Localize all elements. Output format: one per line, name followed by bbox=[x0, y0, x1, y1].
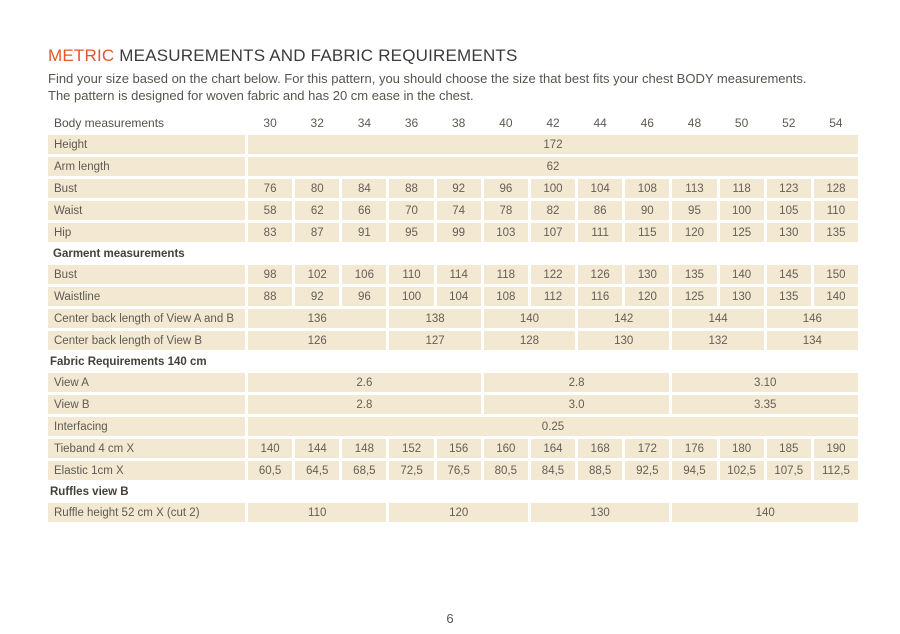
row-label: Height bbox=[48, 135, 245, 154]
table-cell: 130 bbox=[531, 503, 669, 522]
table-cell: 118 bbox=[484, 265, 528, 284]
table-cell: 130 bbox=[578, 331, 669, 350]
table-cell: 3.10 bbox=[672, 373, 858, 392]
table-row bbox=[48, 223, 858, 242]
row-label: View B bbox=[48, 395, 245, 414]
table-cell: 110 bbox=[389, 265, 433, 284]
table-cell: 185 bbox=[767, 439, 811, 458]
table-row bbox=[48, 265, 858, 284]
table-cell: 130 bbox=[767, 223, 811, 242]
table-cell: 102 bbox=[295, 265, 339, 284]
table-cell: 126 bbox=[578, 265, 622, 284]
table-cell: 112 bbox=[531, 287, 575, 306]
table-cell: 87 bbox=[295, 223, 339, 242]
row-label: Tieband 4 cm X bbox=[48, 439, 245, 458]
table-body bbox=[48, 135, 858, 522]
row-label: Elastic 1cm X bbox=[48, 461, 245, 480]
table-cell: 156 bbox=[437, 439, 481, 458]
table-row bbox=[48, 157, 858, 176]
table-cell: 144 bbox=[672, 309, 763, 328]
table-cell: 134 bbox=[767, 331, 858, 350]
table-cell: 140 bbox=[814, 287, 858, 306]
table-row bbox=[48, 201, 858, 220]
table-cell: 108 bbox=[625, 179, 669, 198]
table-cell: 3.35 bbox=[672, 395, 858, 414]
table-cell: 146 bbox=[767, 309, 858, 328]
table-cell: 70 bbox=[389, 201, 433, 220]
table-cell: 104 bbox=[578, 179, 622, 198]
size-column-header: 40 bbox=[499, 115, 513, 130]
row-label: Hip bbox=[48, 223, 245, 242]
table-cell: 91 bbox=[342, 223, 386, 242]
table-cell: 176 bbox=[672, 439, 716, 458]
table-cell: 105 bbox=[767, 201, 811, 220]
table-cell: 96 bbox=[484, 179, 528, 198]
size-column-header: 46 bbox=[640, 115, 654, 130]
table-cell: 2.6 bbox=[248, 373, 481, 392]
table-cell: 72,5 bbox=[389, 461, 433, 480]
page-header bbox=[48, 46, 868, 104]
row-label: View A bbox=[48, 373, 245, 392]
table-cell: 62 bbox=[248, 157, 858, 176]
table-cell: 86 bbox=[578, 201, 622, 220]
table-header-row bbox=[48, 114, 858, 131]
table-cell: 125 bbox=[672, 287, 716, 306]
row-label: Bust bbox=[48, 179, 245, 198]
table-cell: 62 bbox=[295, 201, 339, 220]
table-cell: 2.8 bbox=[484, 373, 670, 392]
measurement-table bbox=[48, 114, 858, 525]
table-cell: 104 bbox=[437, 287, 481, 306]
table-cell: 106 bbox=[342, 265, 386, 284]
table-cell: 132 bbox=[672, 331, 763, 350]
table-cell: 98 bbox=[248, 265, 292, 284]
table-cell: 100 bbox=[389, 287, 433, 306]
row-label: Ruffle height 52 cm X (cut 2) bbox=[48, 503, 245, 522]
table-cell: 128 bbox=[484, 331, 575, 350]
size-column-header: 30 bbox=[263, 115, 277, 130]
table-cell: 99 bbox=[437, 223, 481, 242]
row-label: Arm length bbox=[48, 157, 245, 176]
table-cell: 135 bbox=[767, 287, 811, 306]
table-cell: 172 bbox=[625, 439, 669, 458]
table-cell: 150 bbox=[814, 265, 858, 284]
table-cell: 58 bbox=[248, 201, 292, 220]
size-column-header: 34 bbox=[357, 115, 372, 130]
table-cell: 148 bbox=[342, 439, 386, 458]
table-cell: 78 bbox=[484, 201, 528, 220]
table-cell: 126 bbox=[248, 331, 386, 350]
page-subtitle bbox=[48, 70, 868, 104]
size-column-header: 36 bbox=[404, 115, 419, 130]
table-row bbox=[48, 309, 858, 328]
table-cell: 130 bbox=[720, 287, 764, 306]
table-cell: 102,5 bbox=[720, 461, 764, 480]
table-cell: 142 bbox=[578, 309, 669, 328]
row-label: Waist bbox=[48, 201, 245, 220]
table-cell: 140 bbox=[484, 309, 575, 328]
table-cell: 95 bbox=[389, 223, 433, 242]
table-cell: 96 bbox=[342, 287, 386, 306]
table-cell: 110 bbox=[248, 503, 386, 522]
size-column-header: 44 bbox=[593, 115, 607, 130]
table-row bbox=[48, 417, 858, 436]
table-cell: 60,5 bbox=[248, 461, 292, 480]
table-cell: 76,5 bbox=[437, 461, 481, 480]
table-cell: 88 bbox=[389, 179, 433, 198]
table-cell: 152 bbox=[389, 439, 433, 458]
table-cell: 92 bbox=[437, 179, 481, 198]
table-cell: 100 bbox=[720, 201, 764, 220]
size-column-header: 52 bbox=[782, 115, 796, 130]
table-cell: 114 bbox=[437, 265, 481, 284]
table-cell: 172 bbox=[248, 135, 858, 154]
table-cell: 138 bbox=[389, 309, 480, 328]
table-cell: 130 bbox=[625, 265, 669, 284]
table-cell: 92,5 bbox=[625, 461, 669, 480]
table-cell: 66 bbox=[342, 201, 386, 220]
section-header: Ruffles view B bbox=[50, 485, 129, 498]
table-cell: 145 bbox=[767, 265, 811, 284]
table-cell: 140 bbox=[248, 439, 292, 458]
row-label: Center back length of View A and B bbox=[48, 309, 245, 328]
table-cell: 2.8 bbox=[248, 395, 481, 414]
subtitle-line-1: Find your size based on the chart below. For this pattern, you should choose the size that best fits your chest BODY measurements. bbox=[48, 71, 807, 86]
table-cell: 123 bbox=[767, 179, 811, 198]
table-row bbox=[48, 373, 858, 392]
table-row bbox=[48, 179, 858, 198]
table-cell: 190 bbox=[814, 439, 858, 458]
size-column-header: 38 bbox=[452, 115, 466, 130]
table-cell: 111 bbox=[578, 223, 622, 242]
table-cell: 100 bbox=[531, 179, 575, 198]
table-cell: 0.25 bbox=[248, 417, 858, 436]
table-cell: 92 bbox=[295, 287, 339, 306]
subtitle-line-2: The pattern is designed for woven fabric and has 20 cm ease in the chest. bbox=[48, 88, 474, 103]
table-cell: 83 bbox=[248, 223, 292, 242]
size-column-header: 48 bbox=[687, 115, 702, 130]
page-title bbox=[48, 46, 868, 66]
table-cell: 68,5 bbox=[342, 461, 386, 480]
page-title-rest: MEASUREMENTS AND FABRIC REQUIREMENTS bbox=[114, 46, 518, 65]
size-column-header: 32 bbox=[310, 115, 324, 130]
table-cell: 88 bbox=[248, 287, 292, 306]
table-cell: 108 bbox=[484, 287, 528, 306]
table-cell: 135 bbox=[672, 265, 716, 284]
row-label: Interfacing bbox=[48, 417, 245, 436]
section-header: Fabric Requirements 140 cm bbox=[50, 355, 207, 368]
table-cell: 164 bbox=[531, 439, 575, 458]
table-cell: 84 bbox=[342, 179, 386, 198]
table-cell: 115 bbox=[625, 223, 669, 242]
table-row bbox=[48, 461, 858, 480]
table-cell: 122 bbox=[531, 265, 575, 284]
table-cell: 80 bbox=[295, 179, 339, 198]
table-cell: 168 bbox=[578, 439, 622, 458]
size-column-header: 42 bbox=[546, 115, 560, 130]
table-cell: 135 bbox=[814, 223, 858, 242]
row-label: Bust bbox=[48, 265, 245, 284]
table-row bbox=[48, 135, 858, 154]
table-cell: 84,5 bbox=[531, 461, 575, 480]
table-row bbox=[48, 439, 858, 458]
table-cell: 144 bbox=[295, 439, 339, 458]
table-cell: 107 bbox=[531, 223, 575, 242]
table-cell: 125 bbox=[720, 223, 764, 242]
table-cell: 82 bbox=[531, 201, 575, 220]
table-cell: 103 bbox=[484, 223, 528, 242]
table-cell: 113 bbox=[672, 179, 716, 198]
row-label: Center back length of View B bbox=[48, 331, 245, 350]
page-number: 6 bbox=[446, 611, 454, 626]
table-cell: 128 bbox=[814, 179, 858, 198]
table-cell: 95 bbox=[672, 201, 716, 220]
table-cell: 94,5 bbox=[672, 461, 716, 480]
table-cell: 140 bbox=[672, 503, 858, 522]
table-cell: 120 bbox=[389, 503, 527, 522]
table-cell: 74 bbox=[437, 201, 481, 220]
table-cell: 180 bbox=[720, 439, 764, 458]
size-column-header: 54 bbox=[829, 115, 843, 130]
section-header: Garment measurements bbox=[53, 247, 185, 260]
table-cell: 160 bbox=[484, 439, 528, 458]
table-cell: 90 bbox=[625, 201, 669, 220]
table-cell: 118 bbox=[720, 179, 764, 198]
table-cell: 88,5 bbox=[578, 461, 622, 480]
table-cell: 120 bbox=[672, 223, 716, 242]
row-label: Waistline bbox=[48, 287, 245, 306]
table-cell: 64,5 bbox=[295, 461, 339, 480]
page-title-highlight: METRIC bbox=[48, 46, 115, 65]
table-cell: 120 bbox=[625, 287, 669, 306]
table-cell: 3.0 bbox=[484, 395, 670, 414]
table-cell: 112,5 bbox=[814, 461, 858, 480]
table-cell: 116 bbox=[578, 287, 622, 306]
table-cell: 76 bbox=[248, 179, 292, 198]
table-row bbox=[48, 287, 858, 306]
table-row bbox=[48, 395, 858, 414]
table-cell: 127 bbox=[389, 331, 480, 350]
table-cell: 140 bbox=[720, 265, 764, 284]
table-cell: 136 bbox=[248, 309, 386, 328]
table-cell: 110 bbox=[814, 201, 858, 220]
size-column-header: 50 bbox=[734, 115, 749, 130]
table-cell: 107,5 bbox=[767, 461, 811, 480]
table-row bbox=[48, 331, 858, 350]
table-row bbox=[48, 503, 858, 522]
table-header-label: Body measurements bbox=[54, 115, 165, 130]
table-cell: 80,5 bbox=[484, 461, 528, 480]
